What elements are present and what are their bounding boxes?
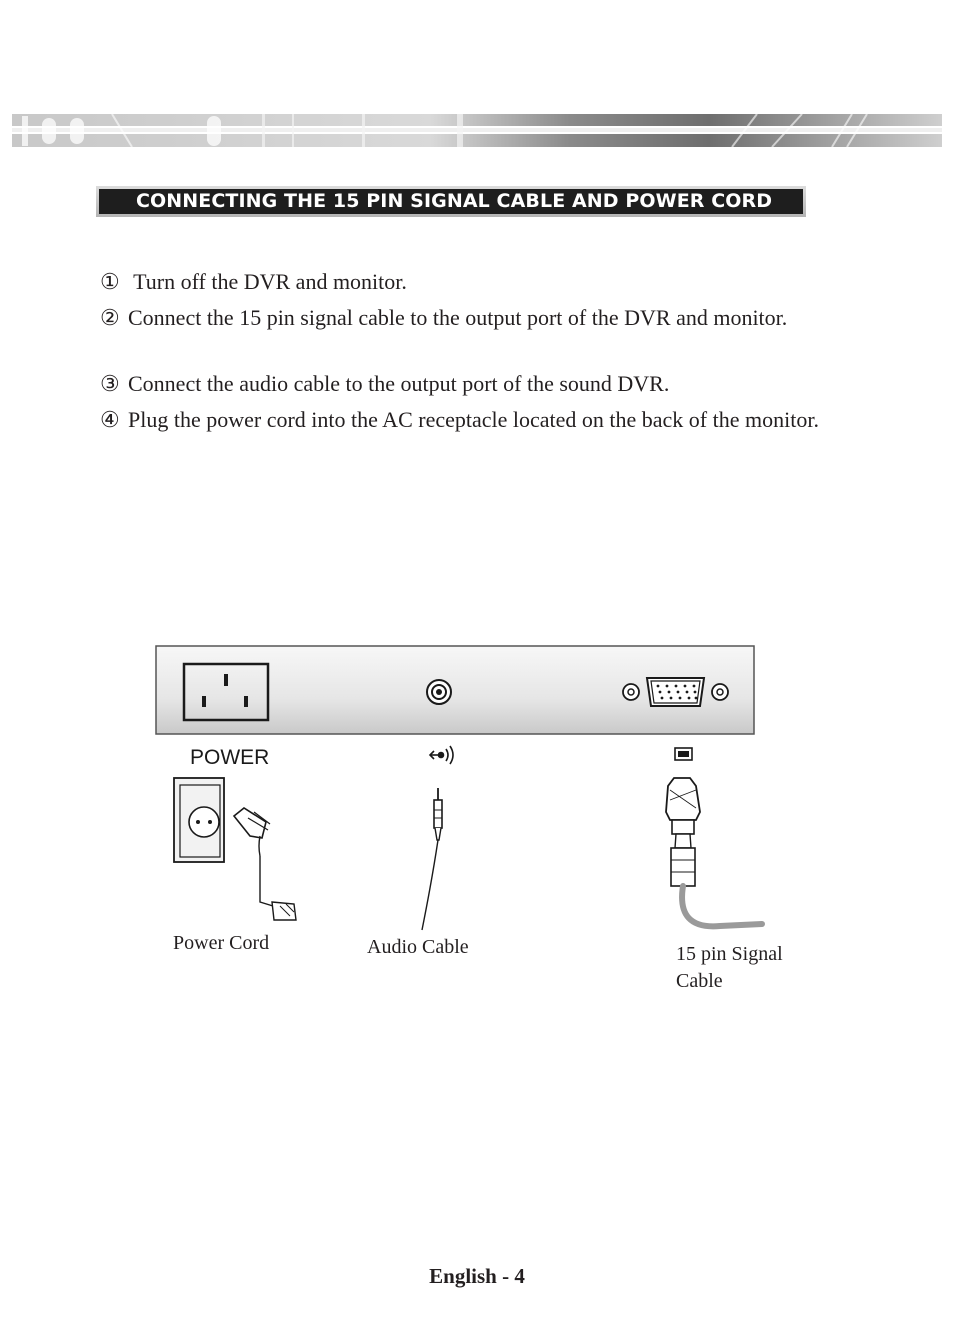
step-number: ④ bbox=[100, 407, 120, 432]
step-number: ① bbox=[100, 269, 120, 294]
monitor-symbol-icon bbox=[675, 748, 692, 760]
header-banner bbox=[12, 112, 942, 150]
wall-socket-illustration bbox=[174, 778, 224, 862]
power-label: POWER bbox=[190, 746, 270, 769]
audio-jack bbox=[427, 680, 451, 704]
step-text: Connect the 15 pin signal cable to the output port of the DVR and monitor. bbox=[128, 305, 788, 330]
step-text: Turn off the DVR and monitor. bbox=[128, 269, 407, 294]
step-text: Plug the power cord into the AC receptacle located on the back of the monitor. bbox=[128, 407, 819, 432]
step-3 bbox=[100, 370, 828, 398]
audio-symbol-icon bbox=[430, 746, 453, 764]
audio-cable-caption: Audio Cable bbox=[367, 936, 469, 958]
step-number: ③ bbox=[100, 371, 120, 396]
step-number: ② bbox=[100, 305, 120, 330]
step-4 bbox=[100, 406, 828, 434]
vga-cable-illustration bbox=[666, 778, 762, 926]
connection-diagram bbox=[150, 640, 810, 1000]
audio-cable-illustration bbox=[422, 788, 442, 930]
step-2 bbox=[100, 304, 828, 332]
step-text: Connect the audio cable to the output port of the sound DVR. bbox=[128, 371, 670, 396]
power-cord-caption: Power Cord bbox=[173, 932, 270, 954]
section-title bbox=[96, 186, 806, 217]
power-plug-illustration bbox=[234, 808, 296, 920]
section-title-text: CONNECTING THE 15 PIN SIGNAL CABLE AND POWER CORD bbox=[99, 189, 803, 214]
page-footer: English - 4 bbox=[429, 1264, 525, 1288]
step-1 bbox=[100, 268, 828, 296]
signal-cable-caption-line2: Cable bbox=[676, 970, 723, 992]
signal-cable-caption-line1: 15 pin Signal bbox=[676, 943, 783, 965]
